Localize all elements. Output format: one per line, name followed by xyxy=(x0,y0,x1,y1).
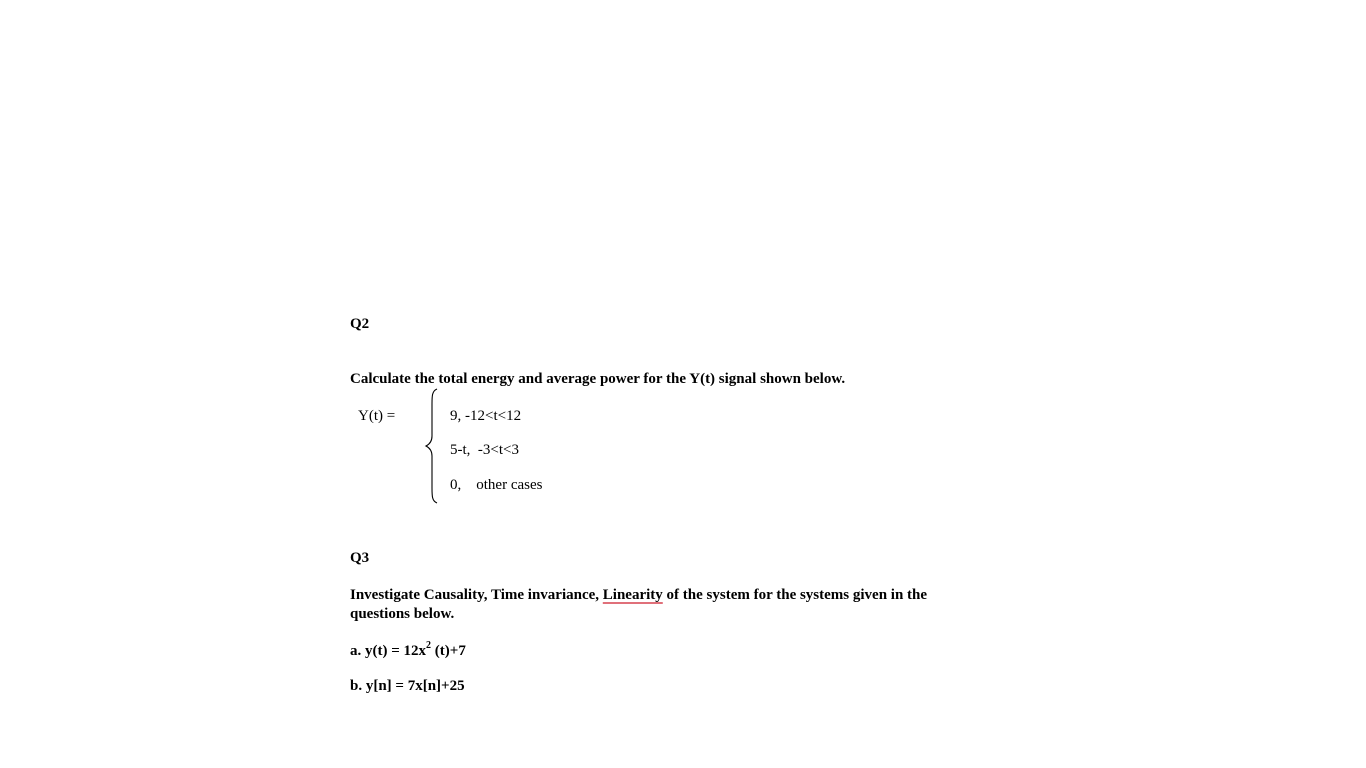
q3-item-a-prefix: a. y(t) = 12x xyxy=(350,643,427,659)
q3-prompt-part2: of the system for the systems given in the questions below. xyxy=(350,587,928,622)
q3-prompt xyxy=(350,586,950,624)
curly-brace-icon xyxy=(424,388,440,504)
q2-case-2-condition: -3<t<3 xyxy=(477,442,520,458)
q3-heading: Q3 xyxy=(350,550,370,566)
spellcheck-flagged-word[interactable]: Linearity xyxy=(602,587,663,603)
q2-case-3-condition: other cases xyxy=(476,477,543,493)
q2-case-1-condition: -12<t<12 xyxy=(465,408,522,424)
q3-item-a-suffix: (t)+7 xyxy=(431,643,466,659)
q2-case-3-value: 0, xyxy=(450,477,462,493)
q2-case-1 xyxy=(450,407,521,426)
q2-prompt: Calculate the total energy and average power for the Y(t) signal shown below. xyxy=(350,371,846,387)
q3-item-a-exponent: 2 xyxy=(426,640,432,651)
q2-heading: Q2 xyxy=(350,316,370,332)
q3-item-a xyxy=(350,642,466,661)
q2-case-2 xyxy=(450,441,519,460)
q2-case-2-value: 5-t, xyxy=(450,442,471,458)
q2-case-3 xyxy=(450,476,542,495)
q2-function-label: Y(t) = xyxy=(358,408,396,424)
q2-case-1-value: 9, xyxy=(450,408,462,424)
q3-item-b: b. y[n] = 7x[n]+25 xyxy=(350,678,465,694)
q3-prompt-part1: Investigate Causality, Time invariance, xyxy=(350,587,603,603)
